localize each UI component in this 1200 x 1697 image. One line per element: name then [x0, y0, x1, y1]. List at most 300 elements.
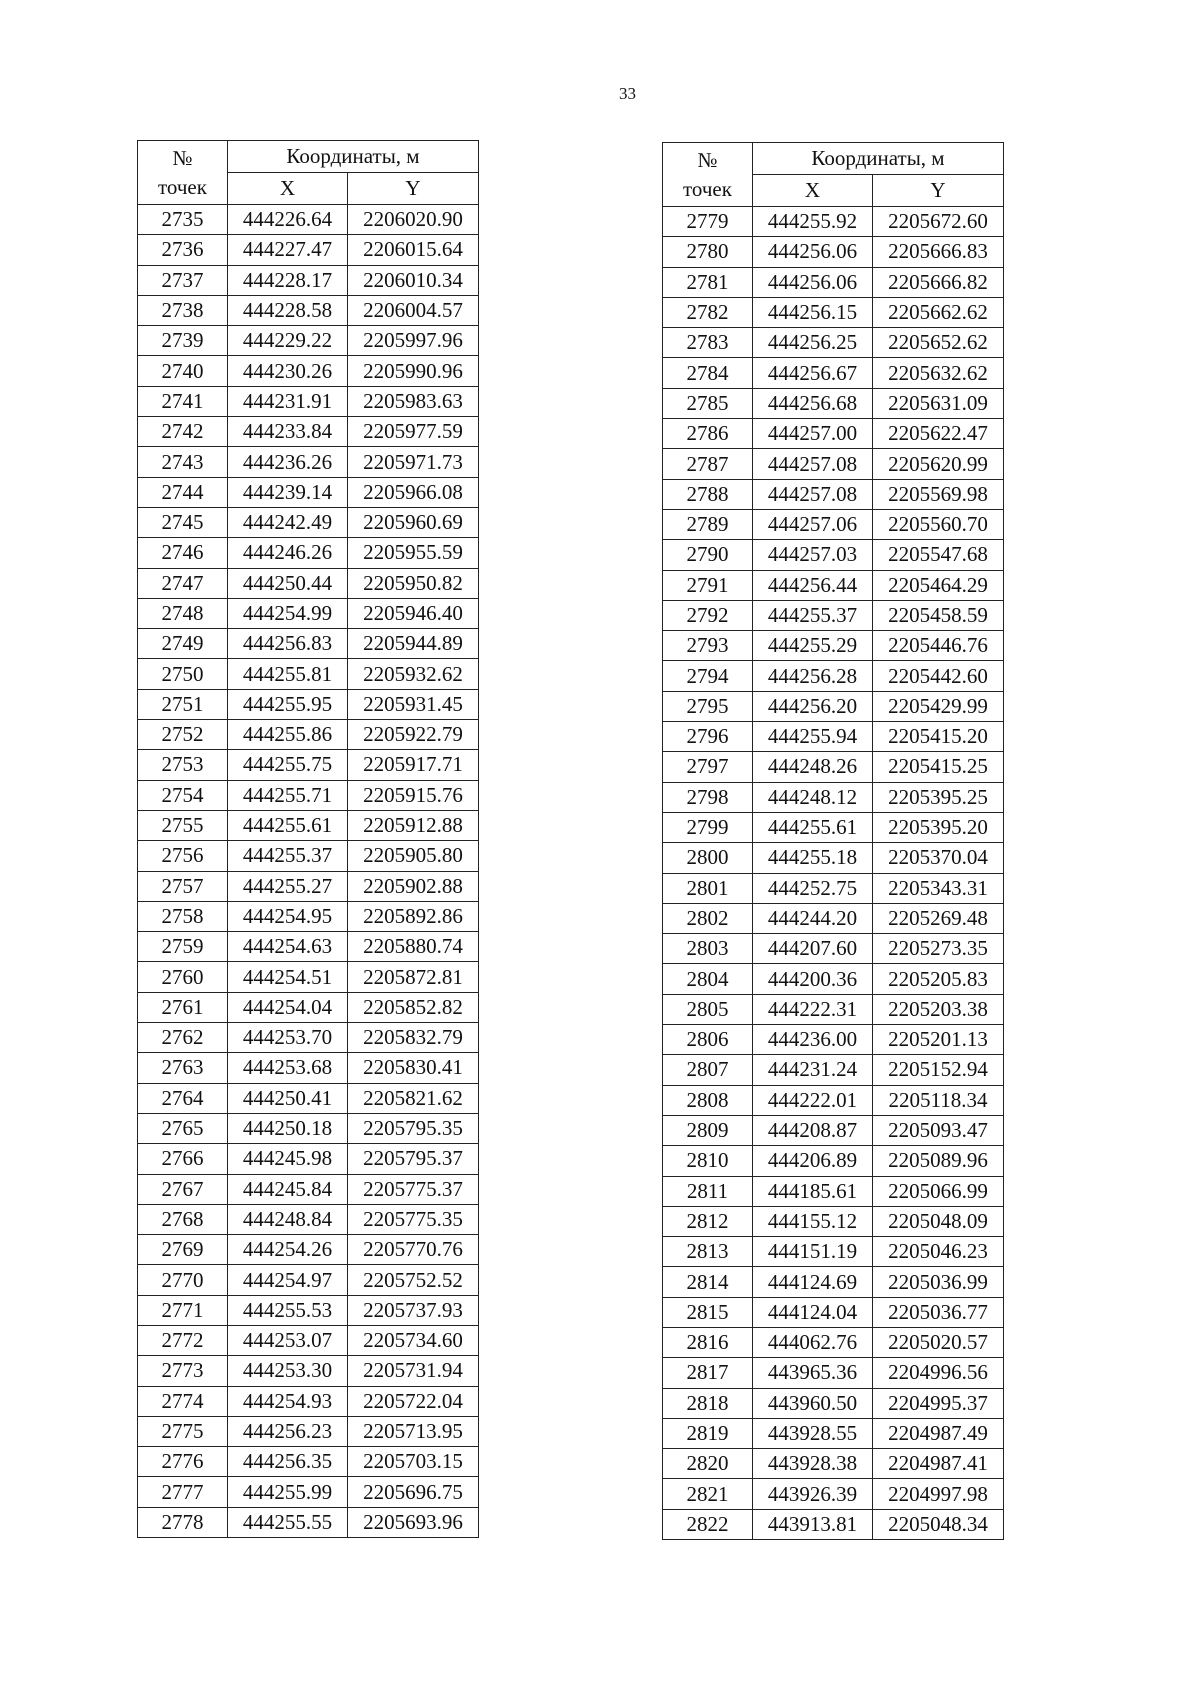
point-number-cell: 2806 — [663, 1025, 753, 1055]
y-coordinate-cell: 2205944.89 — [348, 629, 479, 659]
point-number-cell: 2767 — [138, 1174, 228, 1204]
y-coordinate-cell: 2205201.13 — [873, 1025, 1004, 1055]
x-coordinate-cell: 444255.75 — [228, 750, 348, 780]
x-coordinate-cell: 444208.87 — [753, 1115, 873, 1145]
table-row — [138, 871, 479, 901]
table-row — [663, 358, 1004, 388]
point-number-cell: 2772 — [138, 1325, 228, 1355]
y-coordinate-cell: 2205020.57 — [873, 1327, 1004, 1357]
y-coordinate-cell: 2205966.08 — [348, 477, 479, 507]
point-number-cell: 2785 — [663, 388, 753, 418]
y-coordinate-cell: 2204987.49 — [873, 1418, 1004, 1448]
x-coordinate-cell: 444255.94 — [753, 722, 873, 752]
point-number-cell: 2816 — [663, 1327, 753, 1357]
table-row — [138, 386, 479, 416]
point-number-cell: 2764 — [138, 1083, 228, 1113]
point-number-cell: 2803 — [663, 934, 753, 964]
x-coordinate-cell: 444231.24 — [753, 1055, 873, 1085]
y-coordinate-cell: 2205048.34 — [873, 1509, 1004, 1539]
y-coordinate-cell: 2205089.96 — [873, 1146, 1004, 1176]
table-row — [138, 1356, 479, 1386]
point-number-cell: 2777 — [138, 1477, 228, 1507]
point-number-cell: 2769 — [138, 1235, 228, 1265]
x-coordinate-cell: 443928.38 — [753, 1449, 873, 1479]
y-coordinate-cell: 2205415.25 — [873, 752, 1004, 782]
y-coordinate-cell: 2205631.09 — [873, 388, 1004, 418]
table-row — [138, 205, 479, 235]
y-coordinate-cell: 2205731.94 — [348, 1356, 479, 1386]
y-coordinate-cell: 2205960.69 — [348, 507, 479, 537]
point-number-cell: 2799 — [663, 812, 753, 842]
x-coordinate-cell: 444233.84 — [228, 417, 348, 447]
table-row — [663, 1297, 1004, 1327]
table-row — [138, 1386, 479, 1416]
y-coordinate-cell: 2204996.56 — [873, 1358, 1004, 1388]
point-number-cell: 2802 — [663, 903, 753, 933]
table-row — [138, 1477, 479, 1507]
table-row — [138, 356, 479, 386]
x-coordinate-cell: 444253.30 — [228, 1356, 348, 1386]
y-coordinate-cell: 2205770.76 — [348, 1235, 479, 1265]
point-number-cell: 2789 — [663, 509, 753, 539]
table-row — [138, 720, 479, 750]
point-number-cell: 2750 — [138, 659, 228, 689]
x-coordinate-cell: 444254.63 — [228, 932, 348, 962]
y-coordinate-cell: 2205203.38 — [873, 994, 1004, 1024]
table-row — [138, 1144, 479, 1174]
table-row — [663, 1267, 1004, 1297]
x-coordinate-cell: 444255.71 — [228, 780, 348, 810]
point-number-cell: 2817 — [663, 1358, 753, 1388]
table-row — [138, 750, 479, 780]
x-coordinate-cell: 444231.91 — [228, 386, 348, 416]
point-number-cell: 2796 — [663, 722, 753, 752]
x-column-header: X — [753, 175, 873, 207]
y-coordinate-cell: 2205905.80 — [348, 841, 479, 871]
x-coordinate-cell: 444257.06 — [753, 509, 873, 539]
x-coordinate-cell: 444255.61 — [228, 810, 348, 840]
table-row — [663, 934, 1004, 964]
y-coordinate-cell: 2205395.20 — [873, 812, 1004, 842]
table-row — [663, 722, 1004, 752]
point-number-cell: 2770 — [138, 1265, 228, 1295]
point-number-cell: 2786 — [663, 419, 753, 449]
y-coordinate-cell: 2205273.35 — [873, 934, 1004, 964]
y-coordinate-cell: 2205990.96 — [348, 356, 479, 386]
table-row — [138, 1295, 479, 1325]
table-row — [138, 780, 479, 810]
point-number-cell: 2805 — [663, 994, 753, 1024]
table-row — [663, 388, 1004, 418]
number-sign-label: № — [172, 146, 193, 171]
x-coordinate-cell: 443965.36 — [753, 1358, 873, 1388]
y-coordinate-cell: 2205464.29 — [873, 570, 1004, 600]
point-number-cell: 2781 — [663, 267, 753, 297]
x-coordinate-cell: 444257.03 — [753, 540, 873, 570]
table-row — [138, 507, 479, 537]
x-coordinate-cell: 444254.93 — [228, 1386, 348, 1416]
table-row — [663, 843, 1004, 873]
y-column-header: Y — [348, 173, 479, 205]
point-number-cell: 2818 — [663, 1388, 753, 1418]
point-number-cell: 2800 — [663, 843, 753, 873]
x-coordinate-cell: 444248.12 — [753, 782, 873, 812]
x-coordinate-cell: 444239.14 — [228, 477, 348, 507]
point-number-cell: 2820 — [663, 1449, 753, 1479]
y-coordinate-cell: 2205932.62 — [348, 659, 479, 689]
table-row — [663, 267, 1004, 297]
y-coordinate-cell: 2205370.04 — [873, 843, 1004, 873]
table-row — [663, 600, 1004, 630]
x-coordinate-cell: 444062.76 — [753, 1327, 873, 1357]
x-coordinate-cell: 444255.95 — [228, 689, 348, 719]
x-coordinate-cell: 444250.41 — [228, 1083, 348, 1113]
x-coordinate-cell: 444229.22 — [228, 326, 348, 356]
point-number-cell: 2807 — [663, 1055, 753, 1085]
coordinates-table-right — [662, 142, 1004, 1540]
point-number-cell: 2739 — [138, 326, 228, 356]
y-coordinate-cell: 2205620.99 — [873, 449, 1004, 479]
point-number-cell: 2760 — [138, 962, 228, 992]
y-coordinate-cell: 2205066.99 — [873, 1176, 1004, 1206]
table-body — [138, 205, 479, 1538]
y-coordinate-cell: 2205343.31 — [873, 873, 1004, 903]
x-coordinate-cell: 444255.99 — [228, 1477, 348, 1507]
point-number-cell: 2746 — [138, 538, 228, 568]
y-coordinate-cell: 2205036.77 — [873, 1297, 1004, 1327]
table-row — [663, 328, 1004, 358]
point-number-cell: 2745 — [138, 507, 228, 537]
x-coordinate-cell: 444254.04 — [228, 992, 348, 1022]
point-number-header — [138, 141, 228, 205]
x-coordinate-cell: 444254.97 — [228, 1265, 348, 1295]
point-number-cell: 2778 — [138, 1507, 228, 1537]
y-coordinate-cell: 2205048.09 — [873, 1206, 1004, 1236]
table-row — [138, 1023, 479, 1053]
x-coordinate-cell: 444255.55 — [228, 1507, 348, 1537]
table-row — [663, 1025, 1004, 1055]
table-row — [138, 841, 479, 871]
y-coordinate-cell: 2205666.82 — [873, 267, 1004, 297]
y-coordinate-cell: 2205395.25 — [873, 782, 1004, 812]
table-row — [663, 509, 1004, 539]
table-row — [663, 1449, 1004, 1479]
y-coordinate-cell: 2205971.73 — [348, 447, 479, 477]
table-row — [663, 1055, 1004, 1085]
point-number-cell: 2756 — [138, 841, 228, 871]
x-coordinate-cell: 444236.26 — [228, 447, 348, 477]
point-number-cell: 2793 — [663, 631, 753, 661]
point-number-cell: 2783 — [663, 328, 753, 358]
x-coordinate-cell: 444255.27 — [228, 871, 348, 901]
x-coordinate-cell: 444236.00 — [753, 1025, 873, 1055]
y-coordinate-cell: 2206010.34 — [348, 265, 479, 295]
x-coordinate-cell: 444226.64 — [228, 205, 348, 235]
point-number-cell: 2819 — [663, 1418, 753, 1448]
y-coordinate-cell: 2205118.34 — [873, 1085, 1004, 1115]
y-coordinate-cell: 2205752.52 — [348, 1265, 479, 1295]
y-coordinate-cell: 2205902.88 — [348, 871, 479, 901]
y-coordinate-cell: 2205036.99 — [873, 1267, 1004, 1297]
page-number: 33 — [619, 84, 636, 103]
table-row — [663, 297, 1004, 327]
x-coordinate-cell: 444257.08 — [753, 449, 873, 479]
y-coordinate-cell: 2204987.41 — [873, 1449, 1004, 1479]
table-row — [138, 447, 479, 477]
point-number-cell: 2773 — [138, 1356, 228, 1386]
x-coordinate-cell: 444256.67 — [753, 358, 873, 388]
x-coordinate-cell: 444253.70 — [228, 1023, 348, 1053]
point-number-cell: 2810 — [663, 1146, 753, 1176]
y-coordinate-cell: 2205696.75 — [348, 1477, 479, 1507]
point-number-cell: 2738 — [138, 295, 228, 325]
y-coordinate-cell: 2205912.88 — [348, 810, 479, 840]
table-row — [663, 1418, 1004, 1448]
y-coordinate-cell: 2205872.81 — [348, 962, 479, 992]
x-coordinate-cell: 444230.26 — [228, 356, 348, 386]
table-row — [663, 812, 1004, 842]
x-coordinate-cell: 444200.36 — [753, 964, 873, 994]
point-number-cell: 2752 — [138, 720, 228, 750]
point-number-cell: 2758 — [138, 901, 228, 931]
x-coordinate-cell: 444228.17 — [228, 265, 348, 295]
x-coordinate-cell: 443926.39 — [753, 1479, 873, 1509]
y-coordinate-cell: 2205560.70 — [873, 509, 1004, 539]
point-number-cell: 2798 — [663, 782, 753, 812]
x-coordinate-cell: 444207.60 — [753, 934, 873, 964]
coordinates-header: Координаты, м — [228, 141, 479, 173]
x-coordinate-cell: 444256.06 — [753, 237, 873, 267]
point-number-cell: 2794 — [663, 661, 753, 691]
y-column-header: Y — [873, 175, 1004, 207]
y-coordinate-cell: 2205946.40 — [348, 598, 479, 628]
point-number-cell: 2766 — [138, 1144, 228, 1174]
y-coordinate-cell: 2204997.98 — [873, 1479, 1004, 1509]
point-number-cell: 2749 — [138, 629, 228, 659]
point-number-cell: 2737 — [138, 265, 228, 295]
y-coordinate-cell: 2205977.59 — [348, 417, 479, 447]
point-number-cell: 2822 — [663, 1509, 753, 1539]
point-number-cell: 2814 — [663, 1267, 753, 1297]
x-coordinate-cell: 444222.31 — [753, 994, 873, 1024]
point-number-cell: 2748 — [138, 598, 228, 628]
table-row — [663, 540, 1004, 570]
point-number-cell: 2761 — [138, 992, 228, 1022]
point-number-cell: 2774 — [138, 1386, 228, 1416]
table-row — [138, 689, 479, 719]
table-row — [138, 1507, 479, 1537]
x-coordinate-cell: 444255.61 — [753, 812, 873, 842]
x-coordinate-cell: 444253.68 — [228, 1053, 348, 1083]
x-coordinate-cell: 444227.47 — [228, 235, 348, 265]
point-number-cell: 2771 — [138, 1295, 228, 1325]
y-coordinate-cell: 2205442.60 — [873, 661, 1004, 691]
y-coordinate-cell: 2205269.48 — [873, 903, 1004, 933]
y-coordinate-cell: 2205880.74 — [348, 932, 479, 962]
table-row — [138, 1204, 479, 1234]
table-row — [663, 903, 1004, 933]
table-row — [138, 1113, 479, 1143]
table-row — [138, 1265, 479, 1295]
y-coordinate-cell: 2205703.15 — [348, 1447, 479, 1477]
table-body — [663, 207, 1004, 1540]
table-row — [663, 449, 1004, 479]
point-number-header — [663, 143, 753, 207]
x-coordinate-cell: 444256.68 — [753, 388, 873, 418]
table-row — [663, 479, 1004, 509]
table-row — [663, 1509, 1004, 1539]
point-number-cell: 2808 — [663, 1085, 753, 1115]
x-coordinate-cell: 444253.07 — [228, 1325, 348, 1355]
y-coordinate-cell: 2206020.90 — [348, 205, 479, 235]
y-coordinate-cell: 2205652.62 — [873, 328, 1004, 358]
point-number-cell: 2792 — [663, 600, 753, 630]
point-number-cell: 2809 — [663, 1115, 753, 1145]
y-coordinate-cell: 2205666.83 — [873, 237, 1004, 267]
x-coordinate-cell: 444257.08 — [753, 479, 873, 509]
y-coordinate-cell: 2205722.04 — [348, 1386, 479, 1416]
y-coordinate-cell: 2205775.37 — [348, 1174, 479, 1204]
y-coordinate-cell: 2205632.62 — [873, 358, 1004, 388]
point-number-cell: 2753 — [138, 750, 228, 780]
y-coordinate-cell: 2205915.76 — [348, 780, 479, 810]
x-coordinate-cell: 444254.26 — [228, 1235, 348, 1265]
table-row — [138, 326, 479, 356]
point-number-cell: 2779 — [663, 207, 753, 237]
table-row — [138, 1325, 479, 1355]
x-coordinate-cell: 444256.20 — [753, 691, 873, 721]
y-coordinate-cell: 2205852.82 — [348, 992, 479, 1022]
y-coordinate-cell: 2205737.93 — [348, 1295, 479, 1325]
table-row — [138, 962, 479, 992]
x-coordinate-cell: 444248.26 — [753, 752, 873, 782]
point-number-cell: 2765 — [138, 1113, 228, 1143]
x-column-header: X — [228, 173, 348, 205]
x-coordinate-cell: 444254.99 — [228, 598, 348, 628]
table-row — [663, 1327, 1004, 1357]
table-row — [663, 1237, 1004, 1267]
y-coordinate-cell: 2205458.59 — [873, 600, 1004, 630]
point-number-cell: 2775 — [138, 1416, 228, 1446]
x-coordinate-cell: 444255.86 — [228, 720, 348, 750]
table-row — [138, 295, 479, 325]
point-number-cell: 2790 — [663, 540, 753, 570]
x-coordinate-cell: 444242.49 — [228, 507, 348, 537]
table-row — [663, 1479, 1004, 1509]
point-number-cell: 2754 — [138, 780, 228, 810]
x-coordinate-cell: 444256.83 — [228, 629, 348, 659]
x-coordinate-cell: 443960.50 — [753, 1388, 873, 1418]
table-row — [663, 1358, 1004, 1388]
y-coordinate-cell: 2206004.57 — [348, 295, 479, 325]
x-coordinate-cell: 444256.15 — [753, 297, 873, 327]
table-row — [138, 598, 479, 628]
x-coordinate-cell: 444250.44 — [228, 568, 348, 598]
y-coordinate-cell: 2205693.96 — [348, 1507, 479, 1537]
y-coordinate-cell: 2206015.64 — [348, 235, 479, 265]
y-coordinate-cell: 2205892.86 — [348, 901, 479, 931]
y-coordinate-cell: 2205983.63 — [348, 386, 479, 416]
x-coordinate-cell: 444254.95 — [228, 901, 348, 931]
x-coordinate-cell: 444254.51 — [228, 962, 348, 992]
point-number-cell: 2740 — [138, 356, 228, 386]
table-row — [138, 538, 479, 568]
point-number-cell: 2742 — [138, 417, 228, 447]
y-coordinate-cell: 2205950.82 — [348, 568, 479, 598]
x-coordinate-cell: 444256.35 — [228, 1447, 348, 1477]
x-coordinate-cell: 444228.58 — [228, 295, 348, 325]
x-coordinate-cell: 444256.06 — [753, 267, 873, 297]
table-row — [138, 629, 479, 659]
table-row — [663, 873, 1004, 903]
y-coordinate-cell: 2205672.60 — [873, 207, 1004, 237]
table-row — [138, 1053, 479, 1083]
point-number-cell: 2776 — [138, 1447, 228, 1477]
point-number-cell: 2784 — [663, 358, 753, 388]
point-number-cell: 2821 — [663, 1479, 753, 1509]
x-coordinate-cell: 444124.69 — [753, 1267, 873, 1297]
x-coordinate-cell: 443928.55 — [753, 1418, 873, 1448]
y-coordinate-cell: 2205775.35 — [348, 1204, 479, 1234]
point-number-cell: 2763 — [138, 1053, 228, 1083]
point-number-cell: 2744 — [138, 477, 228, 507]
point-number-cell: 2812 — [663, 1206, 753, 1236]
x-coordinate-cell: 444255.92 — [753, 207, 873, 237]
table-row — [138, 1416, 479, 1446]
table-row — [138, 932, 479, 962]
x-coordinate-cell: 444257.00 — [753, 419, 873, 449]
point-number-cell: 2801 — [663, 873, 753, 903]
number-sign-label: № — [697, 148, 718, 173]
point-number-cell: 2782 — [663, 297, 753, 327]
y-coordinate-cell: 2205734.60 — [348, 1325, 479, 1355]
y-coordinate-cell: 2205569.98 — [873, 479, 1004, 509]
point-number-cell: 2759 — [138, 932, 228, 962]
table-row — [663, 782, 1004, 812]
table-row — [138, 568, 479, 598]
y-coordinate-cell: 2205917.71 — [348, 750, 479, 780]
y-coordinate-cell: 2204995.37 — [873, 1388, 1004, 1418]
x-coordinate-cell: 444244.20 — [753, 903, 873, 933]
point-number-cell: 2811 — [663, 1176, 753, 1206]
table-row — [138, 810, 479, 840]
x-coordinate-cell: 444255.18 — [753, 843, 873, 873]
table-row — [663, 1146, 1004, 1176]
table-row — [138, 235, 479, 265]
x-coordinate-cell: 444206.89 — [753, 1146, 873, 1176]
x-coordinate-cell: 444256.28 — [753, 661, 873, 691]
table-row — [138, 265, 479, 295]
x-coordinate-cell: 444255.29 — [753, 631, 873, 661]
point-number-cell: 2788 — [663, 479, 753, 509]
y-coordinate-cell: 2205821.62 — [348, 1083, 479, 1113]
table-row — [663, 419, 1004, 449]
points-label: точек — [683, 176, 732, 201]
point-number-cell: 2747 — [138, 568, 228, 598]
table-row — [138, 992, 479, 1022]
coordinates-header: Координаты, м — [753, 143, 1004, 175]
point-number-cell: 2780 — [663, 237, 753, 267]
x-coordinate-cell: 443913.81 — [753, 1509, 873, 1539]
x-coordinate-cell: 444255.37 — [228, 841, 348, 871]
coordinates-table-left — [137, 140, 479, 1538]
table-row — [663, 661, 1004, 691]
x-coordinate-cell: 444248.84 — [228, 1204, 348, 1234]
x-coordinate-cell: 444250.18 — [228, 1113, 348, 1143]
point-number-cell: 2751 — [138, 689, 228, 719]
table-row — [663, 1176, 1004, 1206]
x-coordinate-cell: 444245.84 — [228, 1174, 348, 1204]
